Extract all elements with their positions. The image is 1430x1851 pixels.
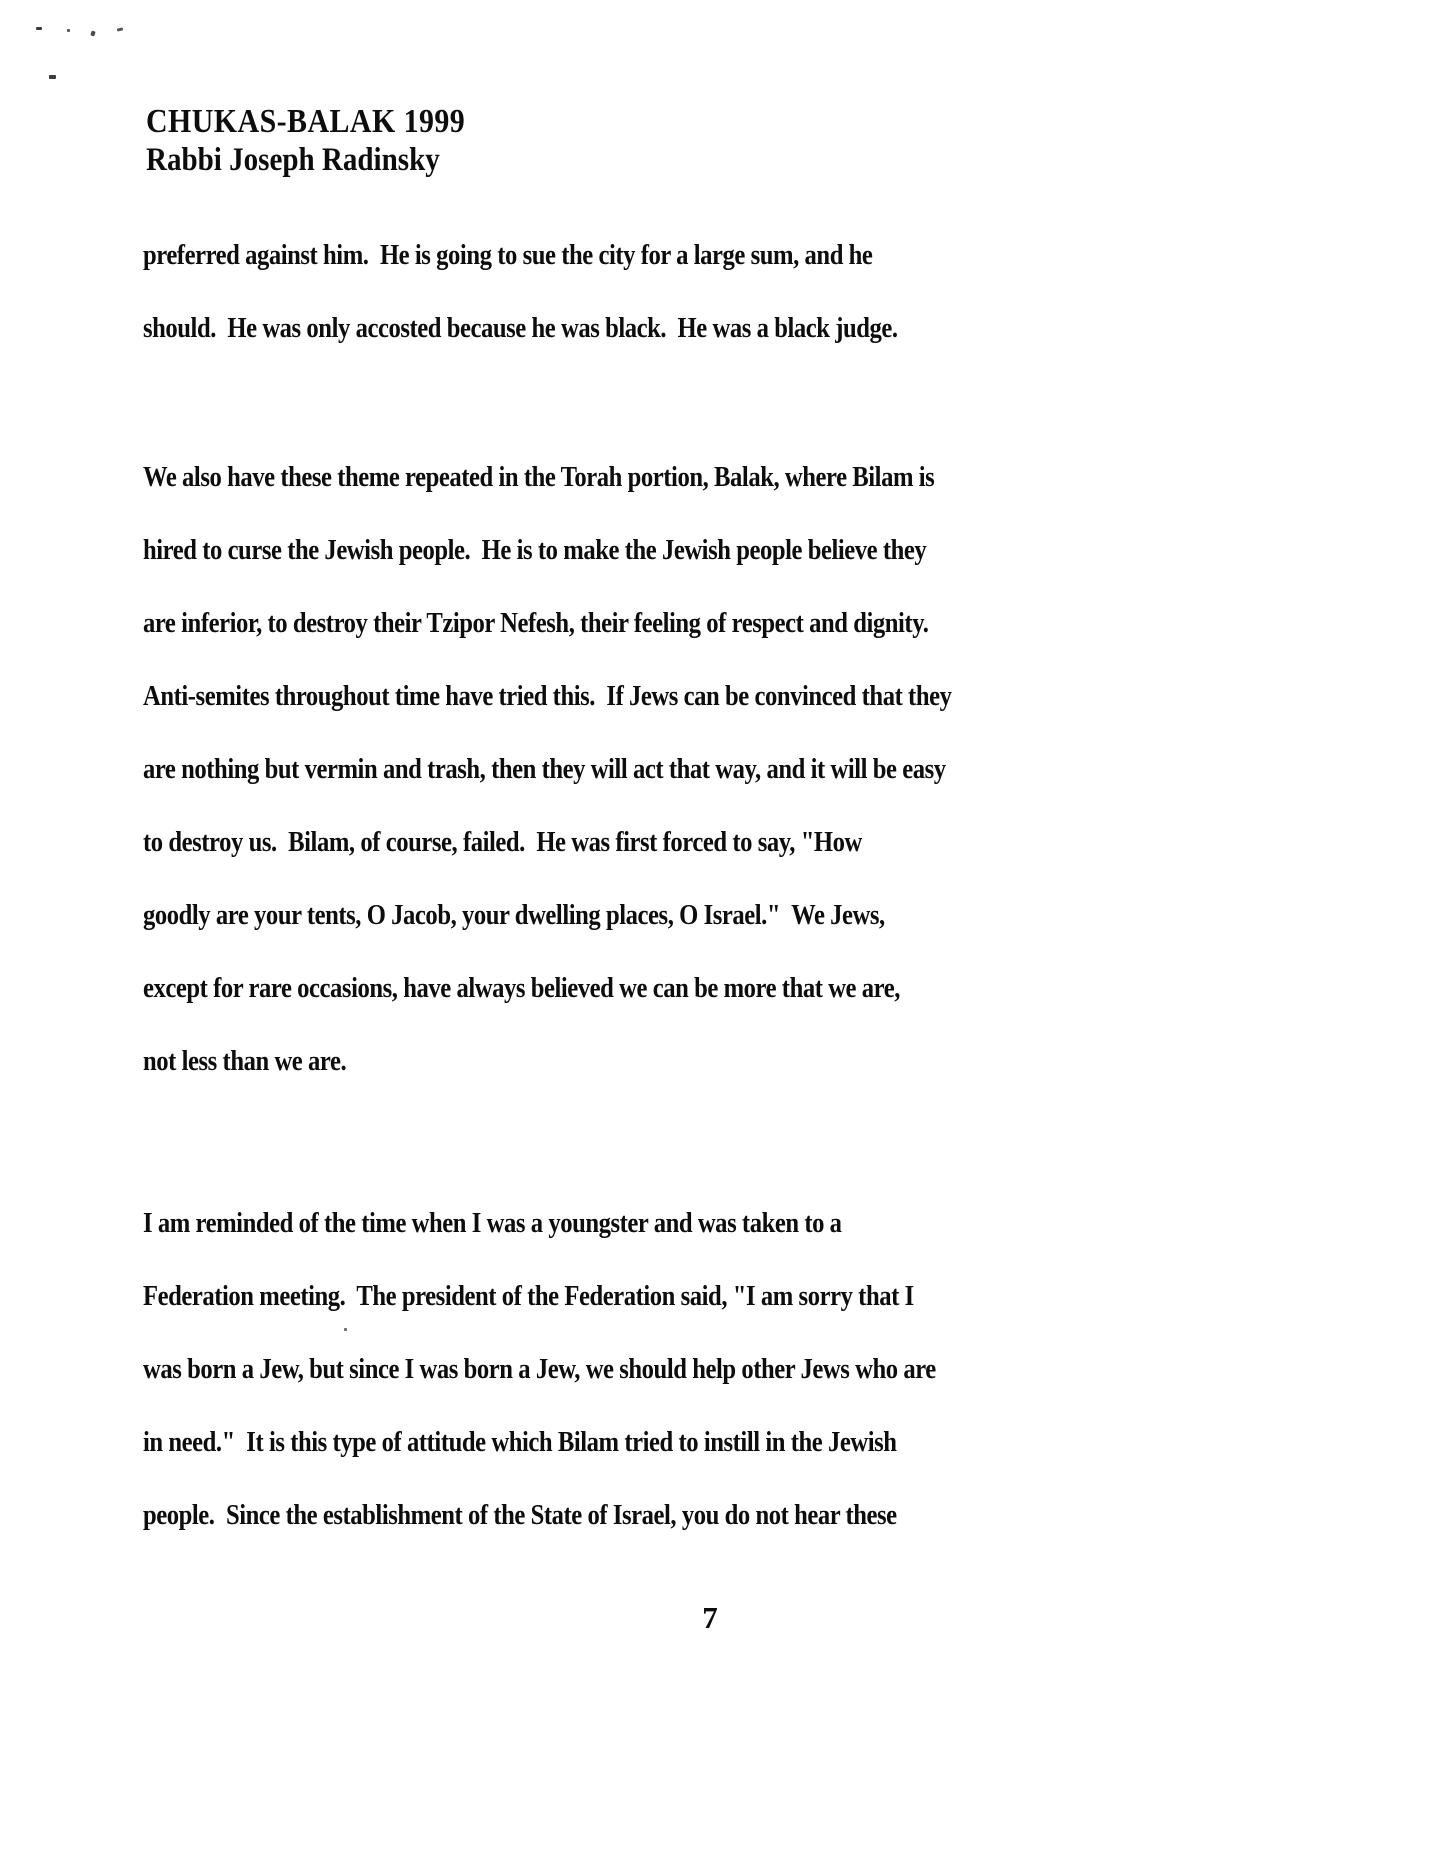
text-line: Federation meeting. The president of the Federation said, "I am sorry that I (143, 1281, 914, 1312)
paragraph-2 (143, 441, 1390, 1098)
text-line: We also have these theme repeated in the Torah portion, Balak, where Bilam is (143, 462, 935, 493)
text-line: people. Since the establishment of the State of Israel, you do not hear these (143, 1500, 897, 1531)
document-header (146, 103, 509, 179)
scan-speckle (49, 75, 56, 79)
scan-speckle (67, 29, 70, 32)
paragraph-1 (143, 219, 1390, 365)
text-line: goodly are your tents, O Jacob, your dwelling places, O Israel." We Jews, (143, 900, 885, 931)
paragraph-3 (143, 1187, 1390, 1552)
scan-speckle (117, 27, 123, 31)
text-line: except for rare occasions, have always believed we can be more that we are, (143, 973, 900, 1004)
scan-speckle (36, 27, 42, 30)
text-line: I am reminded of the time when I was a youngster and was taken to a (143, 1208, 842, 1239)
text-line: Anti-semites throughout time have tried this. If Jews can be convinced that they (143, 681, 952, 712)
page-number: 7 (702, 1600, 718, 1635)
document-author: Rabbi Joseph Radinsky (146, 142, 440, 178)
text-line: are nothing but vermin and trash, then they will act that way, and it will be easy (143, 754, 946, 785)
text-line: preferred against him. He is going to sue the city for a large sum, and he (143, 240, 873, 271)
scan-speckle (90, 30, 95, 36)
text-line: not less than we are. (143, 1046, 347, 1077)
text-line: was born a Jew, but since I was born a Jew, we should help other Jews who are (143, 1354, 936, 1385)
text-line: hired to curse the Jewish people. He is to make the Jewish people believe they (143, 535, 927, 566)
text-line: should. He was only accosted because he was black. He was a black judge. (143, 313, 898, 344)
text-line: in need." It is this type of attitude which Bilam tried to instill in the Jewish (143, 1427, 897, 1458)
text-line: are inferior, to destroy their Tzipor Nefesh, their feeling of respect and dignity. (143, 608, 929, 639)
text-line: to destroy us. Bilam, of course, failed. He was first forced to say, "How (143, 827, 862, 858)
document-title: CHUKAS-BALAK 1999 (146, 103, 466, 140)
